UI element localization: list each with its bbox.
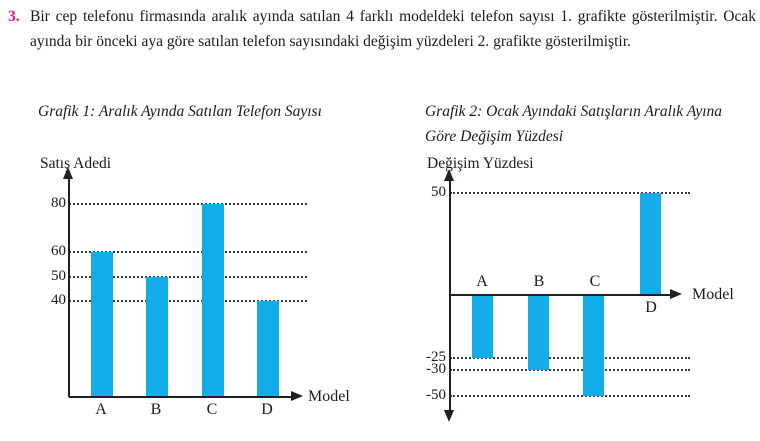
chart-2-title: Grafik 2: Ocak Ayındaki Satışların Aralık Ayına Göre Değişim Yüzdesi: [425, 103, 723, 145]
x-axis-arrow-right-icon: [670, 289, 682, 299]
bar-B: [146, 277, 168, 398]
y-tick-label-40: 40: [51, 291, 66, 308]
chart-1-title: Grafik 1: Aralık Ayında Satılan Telefon Sayısı: [38, 103, 322, 120]
bar-D: [640, 193, 661, 295]
y-tick-label--50: -50: [426, 387, 446, 403]
x-axis-line: [69, 396, 292, 398]
y-axis-line: [68, 177, 70, 397]
category-label-D: D: [261, 401, 273, 418]
chart-1-y-axis-label: Satış Adedi: [40, 155, 112, 172]
gridline-60: [69, 251, 307, 253]
chart-2-y-axis-label: Değişim Yüzdesi: [427, 155, 534, 172]
category-label-B: B: [533, 273, 545, 290]
gridline--50: [450, 395, 690, 397]
gridline-40: [69, 300, 307, 302]
category-label-A: A: [95, 401, 107, 418]
bar-C: [202, 204, 224, 397]
x-axis-title: Model: [308, 388, 350, 405]
category-label-C: C: [589, 273, 601, 290]
y-tick-label-60: 60: [51, 243, 66, 260]
gridline-50: [69, 276, 307, 278]
gridline-80: [69, 203, 307, 205]
y-axis-line: [449, 179, 451, 412]
bar-D: [257, 301, 279, 397]
question-number: 3.: [8, 8, 20, 25]
bar-A: [472, 295, 493, 358]
y-axis-arrow-down-icon: [444, 410, 454, 422]
question-text: Bir cep telefonu firmasında aralık ayında satılan 4 farklı modeldeki telefon sayısı 1. grafikte gösterilmiştir. Ocak ayında bir önceki aya göre satılan telefon sayısındaki değişim yüzdeleri 2. grafikte gösterilmiştir.: [30, 8, 756, 50]
gridline--25: [450, 357, 690, 359]
y-tick-label--30: -30: [426, 361, 446, 377]
category-label-D: D: [645, 299, 657, 316]
bar-B: [528, 295, 549, 370]
y-tick-label--25: -25: [426, 349, 446, 365]
y-tick-label-80: 80: [51, 195, 66, 212]
y-tick-label-50: 50: [431, 184, 446, 200]
question: [8, 5, 756, 54]
category-label-B: B: [150, 401, 162, 418]
gridline--30: [450, 369, 690, 371]
category-label-C: C: [206, 401, 218, 418]
x-axis-line: [450, 294, 671, 296]
y-tick-label-50: 50: [51, 267, 66, 284]
bar-C: [583, 295, 604, 396]
category-label-A: A: [476, 273, 488, 290]
x-axis-title: Model: [692, 286, 734, 303]
x-axis-arrow-right-icon: [291, 391, 303, 401]
gridline-50: [450, 192, 690, 194]
bar-A: [91, 252, 113, 397]
